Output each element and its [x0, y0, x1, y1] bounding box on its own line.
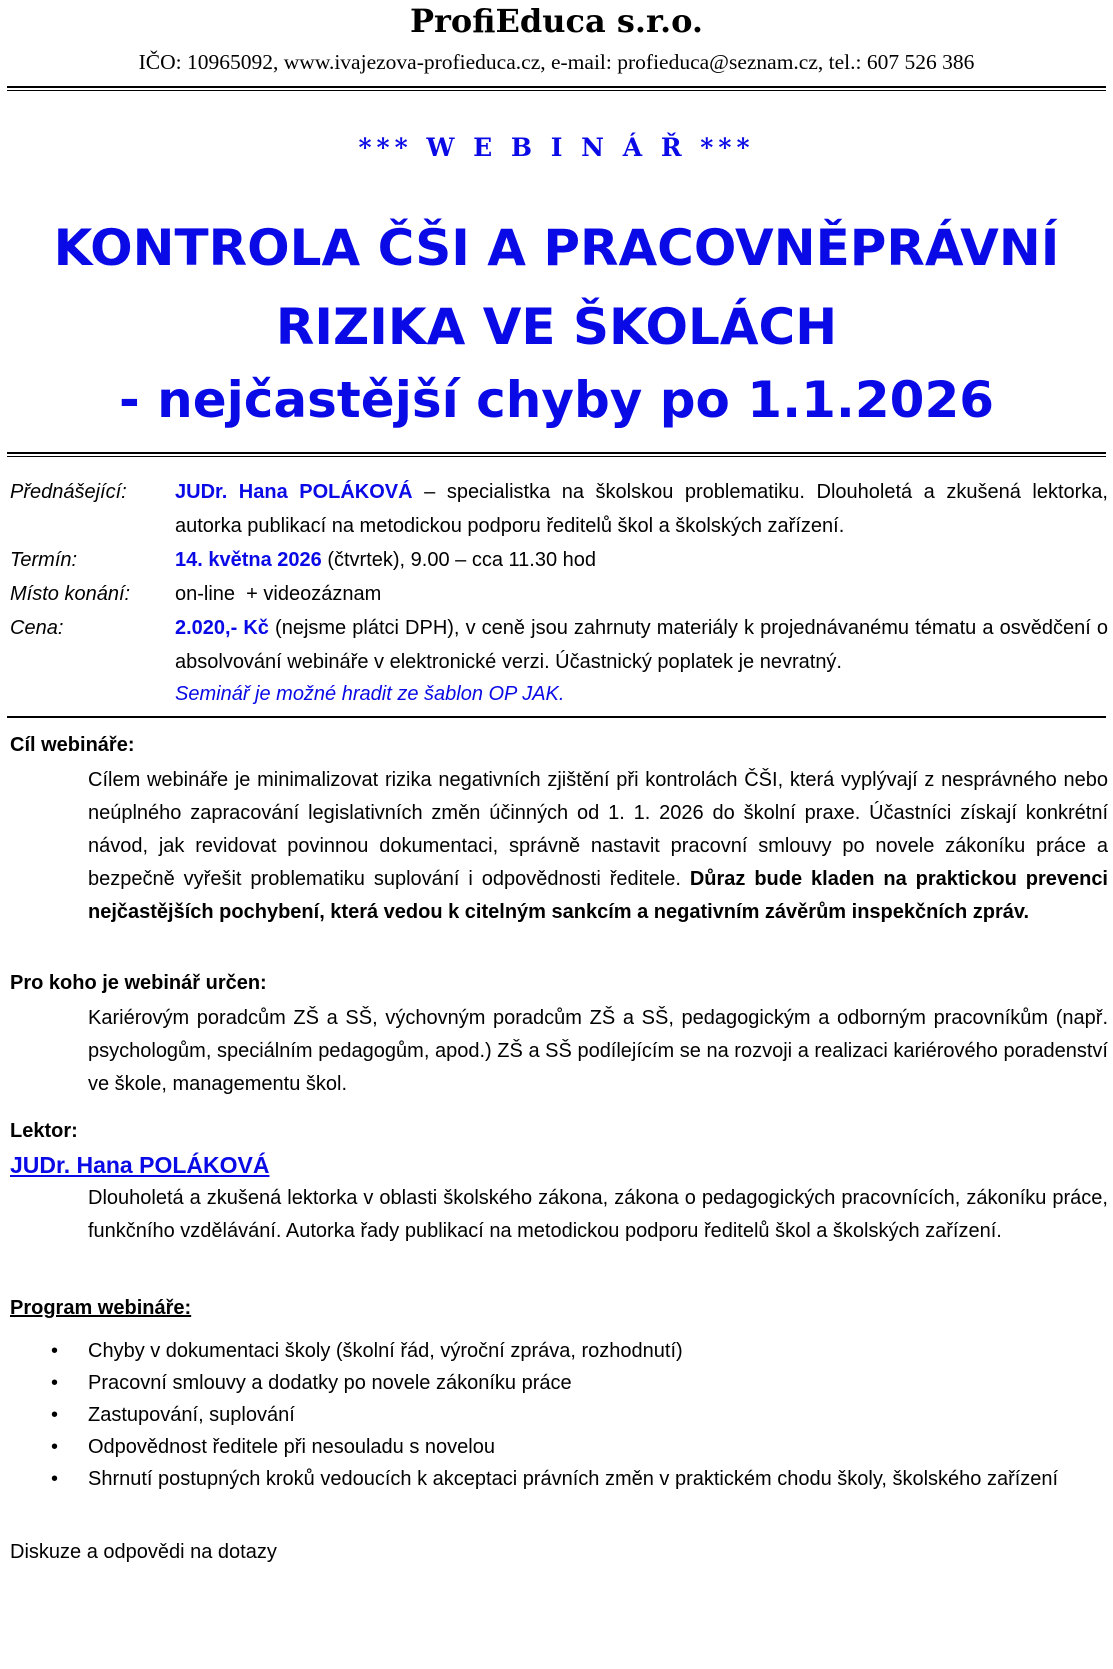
place-value: on-line + videozáznam [175, 583, 382, 605]
goal-heading: Cíl webináře: [10, 734, 135, 756]
program-item-text: Shrnutí postupných kroků vedoucích k akceptaci právních změn v praktickém chodu školy, školského zařízení [88, 1468, 1059, 1490]
program-item-text: Zastupování, suplování [88, 1404, 295, 1426]
lecturer-heading: Lektor: [10, 1120, 78, 1142]
bullet-icon: • [51, 1468, 59, 1490]
list-item [51, 1463, 1108, 1495]
program-list [10, 1335, 1108, 1495]
lecturer-label: Přednášející: [10, 481, 127, 503]
price-note: Seminář je možné hradit ze šablon OP JAK. [175, 683, 565, 705]
info-row-place [10, 577, 1108, 611]
discussion-line: Diskuze a odpovědi na dotazy [10, 1541, 277, 1563]
price-value: 2.020,- Kč [175, 617, 269, 639]
title-line-3: - nejčastější chyby po 1.1.2026 [118, 371, 995, 429]
program-heading: Program webináře: [10, 1297, 192, 1319]
title-line-2: RIZIKA VE ŠKOLÁCH [275, 298, 838, 356]
header-divider [7, 86, 1106, 91]
event-info [10, 475, 1108, 709]
bullet-icon: • [51, 1436, 59, 1458]
date-label: Termín: [10, 549, 78, 571]
audience-text: Kariérovým poradcům ZŠ a SŠ, výchovným poradcům ZŠ a SŠ, pedagogickým a odborným pracovníkům (např. psychologům, speciálním pedagogům, apod.) ZŠ a SŠ podílejícím se na rozvoji a realizaci kariérového poradenství ve škole, managementu škol. [88, 1007, 1108, 1095]
goal-text-regular: Cílem webináře je minimalizovat rizika negativních zjištění při kontrolách ČŠI, která vyplývají z nesprávného nebo neúplného zapracování legislativních změn účinných od 1. 1. 2026 do školní praxe. Účastníci získají konkrétní návod, jak revidovat povinnou dokumentaci, správně nastavit pracovní smlouvy po novele zákoníku práce a bezpečně vyřešit problematiku suplování i odpovědnosti ředitele. [88, 769, 1108, 890]
lecturer-name: JUDr. Hana POLÁKOVÁ [175, 481, 413, 503]
list-item [51, 1335, 1108, 1367]
goal-text [88, 764, 1108, 929]
program-item-text: Pracovní smlouvy a dodatky po novele zákoníku práce [88, 1372, 572, 1394]
program-item-text: Chyby v dokumentaci školy (školní řád, výroční zpráva, rozhodnutí) [88, 1340, 683, 1362]
bullet-icon: • [51, 1404, 59, 1426]
bullet-icon: • [51, 1340, 59, 1362]
place-label: Místo konání: [10, 583, 131, 605]
lecturer-section [10, 1115, 1108, 1248]
title-divider [7, 452, 1106, 457]
goal-text-bold: Důraz bude kladen na praktickou prevenci nejčastějších pochybení, která vedou k citelným sankcím a negativním závěrům inspekčních zpráv. [88, 868, 1108, 923]
lecturer-description: – specialistka na školskou problematiku. Dlouholetá a zkušená lektorka, autorka publikací na metodickou podporu ředitelů škol a školských zařízení. [175, 481, 1108, 537]
audience-heading: Pro koho je webinář určen: [10, 972, 267, 994]
list-item [51, 1399, 1108, 1431]
title-line-1: KONTROLA ČŠI A PRACOVNĚPRÁVNÍ [53, 219, 1060, 277]
info-row-lecturer [10, 475, 1108, 543]
date-value: 14. května 2026 [175, 549, 322, 571]
info-row-price [10, 611, 1108, 709]
date-time: (čtvrtek), 9.00 – cca 11.30 hod [321, 549, 596, 571]
info-row-date [10, 543, 1108, 577]
goal-section [10, 729, 1108, 929]
list-item [51, 1367, 1108, 1399]
info-divider [7, 716, 1106, 718]
program-item-text: Odpovědnost ředitele při nesouladu s novelou [88, 1436, 495, 1458]
company-name: ProfiEduca s.r.o. [409, 2, 704, 40]
price-description: (nejsme plátci DPH), v ceně jsou zahrnuty materiály k projednávanému tématu a osvědčení o absolvování webináře v elektronické verzi. Účastnický poplatek je nevratný. [175, 617, 1109, 673]
price-label: Cena: [10, 617, 64, 639]
company-contact: IČO: 10965092, www.ivajezova-profieduca.cz, e-mail: profieduca@seznam.cz, tel.: 607 526 386 [138, 50, 975, 74]
lecturer-text: Dlouholetá a zkušená lektorka v oblasti školského zákona, zákona o pedagogických pracovnících, zákoníku práce, funkčního vzdělávání. Autorka řady publikací na metodickou podporu ředitelů škol a školských zařízení. [88, 1187, 1108, 1242]
webinar-label: *** W E B I N Á Ř *** [358, 133, 755, 162]
program-section [10, 1292, 1108, 1495]
bullet-icon: • [51, 1372, 59, 1394]
lecturer-name-link[interactable]: JUDr. Hana POLÁKOVÁ [10, 1152, 270, 1178]
list-item [51, 1431, 1108, 1463]
audience-section [10, 967, 1108, 1101]
